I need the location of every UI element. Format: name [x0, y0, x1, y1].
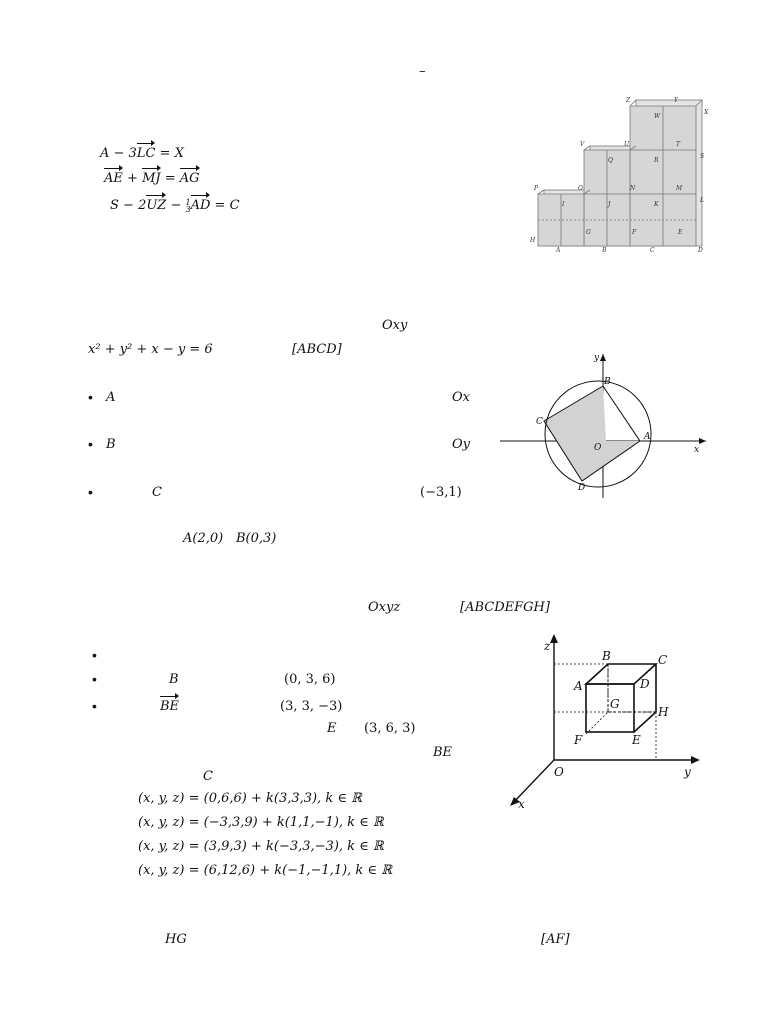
fraction-one-third: 1 3	[185, 197, 191, 214]
svg-text:F: F	[574, 733, 583, 747]
vector-uz: UZ	[146, 198, 167, 213]
eq3-right: = C	[210, 198, 240, 213]
item-c-coord: (−3,1)	[420, 485, 462, 500]
svg-text:C: C	[536, 417, 543, 427]
svg-text:K: K	[654, 201, 659, 208]
answer-a: A(2,0)	[183, 531, 224, 546]
eq1-right: = X	[155, 146, 184, 161]
svg-text:H: H	[530, 237, 536, 244]
cube-staircase-figure	[528, 94, 710, 256]
c-point: C	[203, 769, 213, 784]
vector-mj: MJ	[142, 171, 161, 186]
circle-square-figure	[496, 348, 712, 500]
item-b-point: B	[106, 437, 116, 452]
svg-text:B: B	[602, 247, 607, 254]
vector-ad: AD	[190, 198, 211, 213]
eq2-plus: +	[122, 171, 143, 186]
svg-text:E: E	[632, 733, 641, 747]
item-a-axis: Ox	[452, 390, 470, 405]
svg-text:x: x	[518, 797, 525, 811]
svg-text:A: A	[574, 679, 583, 693]
svg-text:N: N	[630, 185, 636, 192]
square-abcd: [ABCD]	[292, 342, 342, 357]
bullet-6: •	[92, 698, 97, 714]
bullet-2: •	[88, 436, 93, 452]
option-2: (x, y, z) = (−3,3,9) + k(1,1,−1), k ∈ ℝ	[138, 815, 384, 830]
bullet-3: •	[88, 484, 93, 500]
be-coord: (3, 3, −3)	[280, 699, 343, 714]
option-3: (x, y, z) = (3,9,3) + k(−3,3,−3), k ∈ ℝ	[138, 839, 384, 854]
svg-text:V: V	[580, 141, 585, 148]
item-c-point: C	[152, 485, 162, 500]
svg-text:O: O	[578, 185, 583, 192]
svg-text:G: G	[610, 697, 620, 711]
prism-label: [ABCDEFGH]	[460, 600, 550, 615]
svg-text:J: J	[608, 201, 611, 208]
eq3-minus: −	[166, 198, 186, 213]
item-a-point: A	[106, 390, 116, 405]
bullet-4: •	[92, 647, 97, 663]
equation-1	[100, 146, 184, 162]
vector-ag: AG	[179, 171, 200, 186]
svg-text:U: U	[624, 141, 630, 148]
svg-text:G: G	[586, 229, 591, 236]
svg-text:S: S	[700, 153, 705, 160]
oxy-label: Oxy	[382, 318, 408, 333]
svg-text:I: I	[562, 201, 565, 208]
svg-text:O: O	[554, 765, 564, 779]
svg-text:D: D	[640, 677, 650, 691]
svg-text:M: M	[676, 185, 683, 192]
svg-text:x: x	[694, 445, 700, 455]
svg-text:B: B	[604, 377, 611, 387]
equation-3	[110, 198, 240, 214]
svg-text:A: A	[556, 247, 561, 254]
b-point: B	[169, 672, 179, 687]
be-line-label: BE	[433, 745, 453, 760]
svg-text:C: C	[658, 653, 668, 667]
svg-text:A: A	[644, 432, 651, 442]
eq2-equals: =	[160, 171, 180, 186]
svg-text:R: R	[654, 157, 659, 164]
svg-text:O: O	[594, 443, 602, 453]
svg-text:C: C	[650, 247, 655, 254]
vector-be: BE	[160, 699, 180, 714]
svg-text:y: y	[684, 765, 691, 779]
svg-text:F: F	[632, 229, 637, 236]
af-label: [AF]	[541, 932, 570, 947]
e-coord: (3, 6, 3)	[364, 721, 416, 736]
svg-text:Y: Y	[674, 97, 678, 104]
bullet-5: •	[92, 671, 97, 687]
vector-ae: AE	[104, 171, 123, 186]
eq3-left: S − 2	[110, 198, 147, 213]
svg-text:P: P	[534, 185, 539, 192]
eq1-left: A − 3	[100, 146, 137, 161]
svg-text:B: B	[602, 649, 611, 663]
b-coord: (0, 3, 6)	[284, 672, 336, 687]
option-1: (x, y, z) = (0,6,6) + k(3,3,3), k ∈ ℝ	[138, 791, 362, 806]
oxyz-label: Oxyz	[368, 600, 401, 615]
svg-text:E: E	[678, 229, 683, 236]
svg-text:T: T	[676, 141, 681, 148]
header-dash: –	[419, 64, 426, 79]
be-vector	[160, 699, 179, 715]
hg-label: HG	[165, 932, 187, 947]
cube-3d-figure	[502, 630, 706, 812]
svg-text:W: W	[654, 113, 661, 120]
vector-lc: LC	[136, 146, 156, 161]
svg-text:y: y	[594, 353, 600, 363]
svg-text:X: X	[704, 109, 709, 116]
e-point: E	[327, 721, 337, 736]
equation-2	[104, 171, 200, 187]
answer-b: B(0,3)	[236, 531, 277, 546]
svg-text:L: L	[700, 197, 704, 204]
svg-text:H: H	[658, 705, 669, 719]
circle-equation: x² + y² + x − y = 6	[88, 342, 213, 357]
svg-text:D: D	[578, 483, 586, 493]
svg-text:z: z	[544, 639, 551, 653]
bullet-1: •	[88, 389, 93, 405]
svg-text:D: D	[698, 247, 703, 254]
svg-text:Q: Q	[608, 157, 613, 164]
option-4: (x, y, z) = (6,12,6) + k(−1,−1,1), k ∈ ℝ	[138, 863, 392, 878]
svg-text:Z: Z	[626, 97, 631, 104]
item-b-axis: Oy	[452, 437, 471, 452]
